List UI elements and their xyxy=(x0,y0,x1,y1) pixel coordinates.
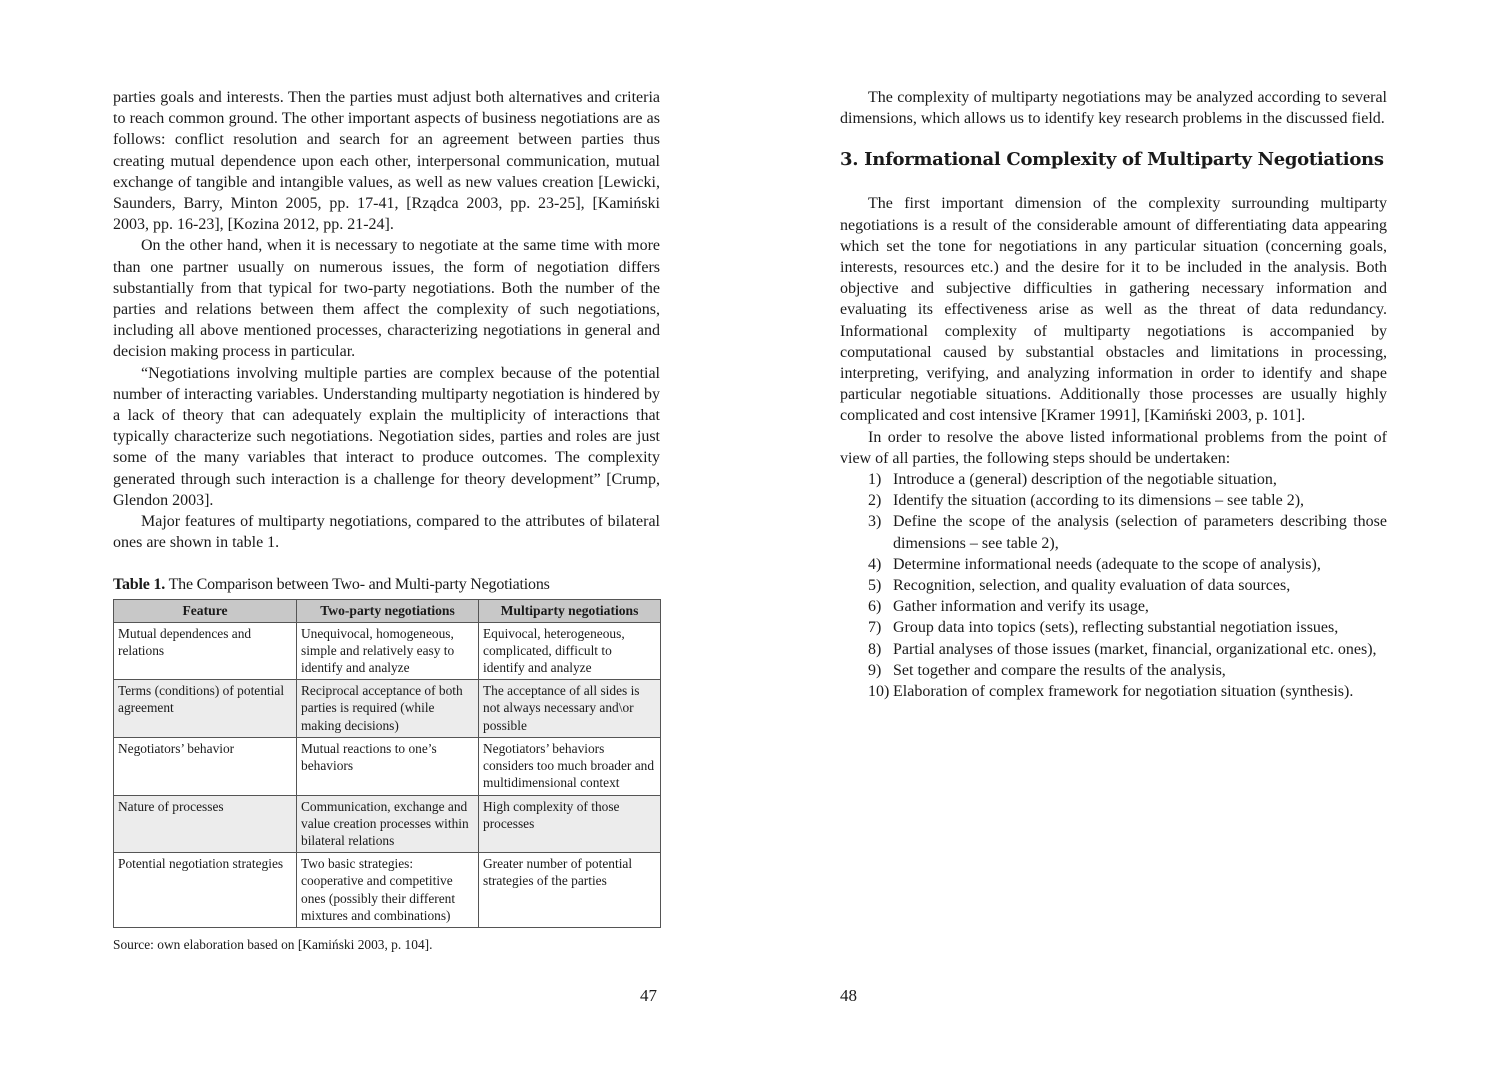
list-item xyxy=(840,469,1387,490)
table-cell: Negotiators’ behavior xyxy=(114,737,297,795)
list-item-text: Recognition, selection, and quality evaluation of data sources, xyxy=(893,577,1291,595)
list-item-text: Set together and compare the results of the analysis, xyxy=(893,661,1226,679)
table-cell: Mutual reactions to one’s behaviors xyxy=(297,737,479,795)
table-header-row xyxy=(114,600,661,622)
table-cell: Nature of processes xyxy=(114,795,297,853)
list-item xyxy=(840,681,1387,702)
list-item xyxy=(840,554,1387,575)
list-item-number: 9) xyxy=(868,661,882,679)
list-item-number: 7) xyxy=(868,619,882,637)
right-page-text-column xyxy=(840,87,1387,702)
list-item-number: 10) xyxy=(868,683,890,701)
list-item-text: Gather information and verify its usage, xyxy=(893,598,1149,616)
table-cell: Reciprocal acceptance of both parties is required (while making decisions) xyxy=(297,680,479,738)
list-item xyxy=(840,575,1387,596)
steps-list xyxy=(840,469,1387,702)
list-item xyxy=(840,617,1387,638)
table-cell: High complexity of those processes xyxy=(479,795,661,853)
table-caption xyxy=(113,574,660,595)
list-item-number: 3) xyxy=(868,513,882,531)
list-item-number: 6) xyxy=(868,598,882,616)
list-item-number: 2) xyxy=(868,492,882,510)
list-item xyxy=(840,660,1387,681)
table-cell: Equivocal, heterogeneous, complicated, difficult to identify and analyze xyxy=(479,622,661,680)
table-row xyxy=(114,622,661,680)
page-number: 47 xyxy=(640,986,657,1005)
table-cell: Two basic strategies: cooperative and competitive ones (possibly their different mixtures and combinations) xyxy=(297,853,479,928)
page-number: 48 xyxy=(840,986,857,1005)
left-page-text-column xyxy=(113,87,660,954)
list-item-text: Partial analyses of those issues (market, financial, organizational etc. ones), xyxy=(893,640,1377,658)
comparison-table xyxy=(113,599,661,927)
table-caption-label: Table 1. xyxy=(113,576,166,594)
list-item-text: Elaboration of complex framework for negotiation situation (synthesis). xyxy=(893,683,1354,701)
body-paragraph: parties goals and interests. Then the parties must adjust both alternatives and criteria to reach common ground. The other important aspects of business negotiations are as follows: conflict resolution and search for an agreement between parties thus creating mutual dependence upon each other, interpersonal communication, mutual exchange of tangible and intangible values, as well as new values creation [Lewicki, Saunders, Barry, Minton 2005, pp. 17-41, [Rządca 2003, pp. 23-25], [Kamiński 2003, pp. 16-23], [Kozina 2012, pp. 21-24]. xyxy=(113,89,660,234)
table-cell: Communication, exchange and value creation processes within bilateral relations xyxy=(297,795,479,853)
section-heading: 3. Informational Complexity of Multiparty Negotiations xyxy=(840,149,1384,171)
list-item xyxy=(840,490,1387,511)
table-row xyxy=(114,737,661,795)
table-cell: Potential negotiation strategies xyxy=(114,853,297,928)
table-row xyxy=(114,680,661,738)
body-paragraph: The complexity of multiparty negotiations may be analyzed according to several dimensions, which allows us to identify key research problems in the discussed field. xyxy=(840,89,1387,128)
table-cell: Unequivocal, homogeneous, simple and relatively easy to identify and analyze xyxy=(297,622,479,680)
table-header-cell: Feature xyxy=(114,600,297,622)
table-cell: Mutual dependences and relations xyxy=(114,622,297,680)
list-item-text: Determine informational needs (adequate to the scope of analysis), xyxy=(893,555,1321,573)
table-caption-text: The Comparison between Two- and Multi-party Negotiations xyxy=(165,576,550,594)
table-cell: Terms (conditions) of potential agreement xyxy=(114,680,297,738)
list-item xyxy=(840,639,1387,660)
list-item-number: 1) xyxy=(868,471,882,489)
list-item-number: 5) xyxy=(868,577,882,595)
table-cell: The acceptance of all sides is not always necessary and\or possible xyxy=(479,680,661,738)
list-item-text: Group data into topics (sets), reflecting substantial negotiation issues, xyxy=(893,619,1339,637)
table-source-note: Source: own elaboration based on [Kamiński 2003, p. 104]. xyxy=(113,936,433,952)
list-item-text: Introduce a (general) description of the negotiable situation, xyxy=(893,471,1277,489)
table-header-cell: Two-party negotiations xyxy=(297,600,479,622)
list-item-number: 8) xyxy=(868,640,882,658)
table-cell: Negotiators’ behaviors considers too much broader and multidimensional context xyxy=(479,737,661,795)
body-paragraph: “Negotiations involving multiple parties are complex because of the potential number of interacting variables. Understanding multiparty negotiation is hindered by a lack of theory that can adequately explain the multiplicity of interactions that typically characterize such negotiations. Negotiation sides, parties and roles are just some of the many variables that interact to produce outcomes. The complexity generated through such interaction is a challenge for theory development” [Crump, Glendon 2003]. xyxy=(113,364,660,509)
table-cell: Greater number of potential strategies of the parties xyxy=(479,853,661,928)
list-item-text: Identify the situation (according to its dimensions – see table 2), xyxy=(893,492,1305,510)
table-row xyxy=(114,795,661,853)
list-item-number: 4) xyxy=(868,555,882,573)
body-paragraph: On the other hand, when it is necessary to negotiate at the same time with more than one partner usually on numerous issues, the form of negotiation differs substantially from that typical for two-party negotiations. Both the number of the parties and relations between them affect the complexity of such negotiations, including all above mentioned processes, characterizing negotiations in general and decision making process in particular. xyxy=(113,237,660,361)
body-paragraph: Major features of multiparty negotiations, compared to the attributes of bilateral ones are shown in table 1. xyxy=(113,513,660,552)
body-paragraph: The first important dimension of the complexity surrounding multiparty negotiations is a result of the considerable amount of differentiating data appearing which set the tone for negotiations in any particular situation (concerning goals, interests, resources etc.) and the desire for it to be included in the analysis. Both objective and subjective difficulties in gathering necessary information and evaluating its effectiveness arise as well as the threat of data redundancy. Informational complexity of multiparty negotiations is accompanied by computational caused by substantial obstacles and limitations in processing, interpreting, verifying, and analyzing information in order to identify and shape particular negotiable situations. Additionally those processes are usually highly complicated and cost intensive [Kramer 1991], [Kamiński 2003, p. 101]. xyxy=(840,195,1387,425)
list-item xyxy=(840,596,1387,617)
right-page xyxy=(750,0,1500,1068)
list-item-text: Define the scope of the analysis (selection of parameters describing those dimensions – see table 2), xyxy=(893,513,1387,552)
list-item xyxy=(840,511,1387,553)
body-paragraph: In order to resolve the above listed informational problems from the point of view of all parties, the following steps should be undertaken: xyxy=(840,428,1387,467)
table-row xyxy=(114,853,661,928)
table-header-cell: Multiparty negotiations xyxy=(479,600,661,622)
